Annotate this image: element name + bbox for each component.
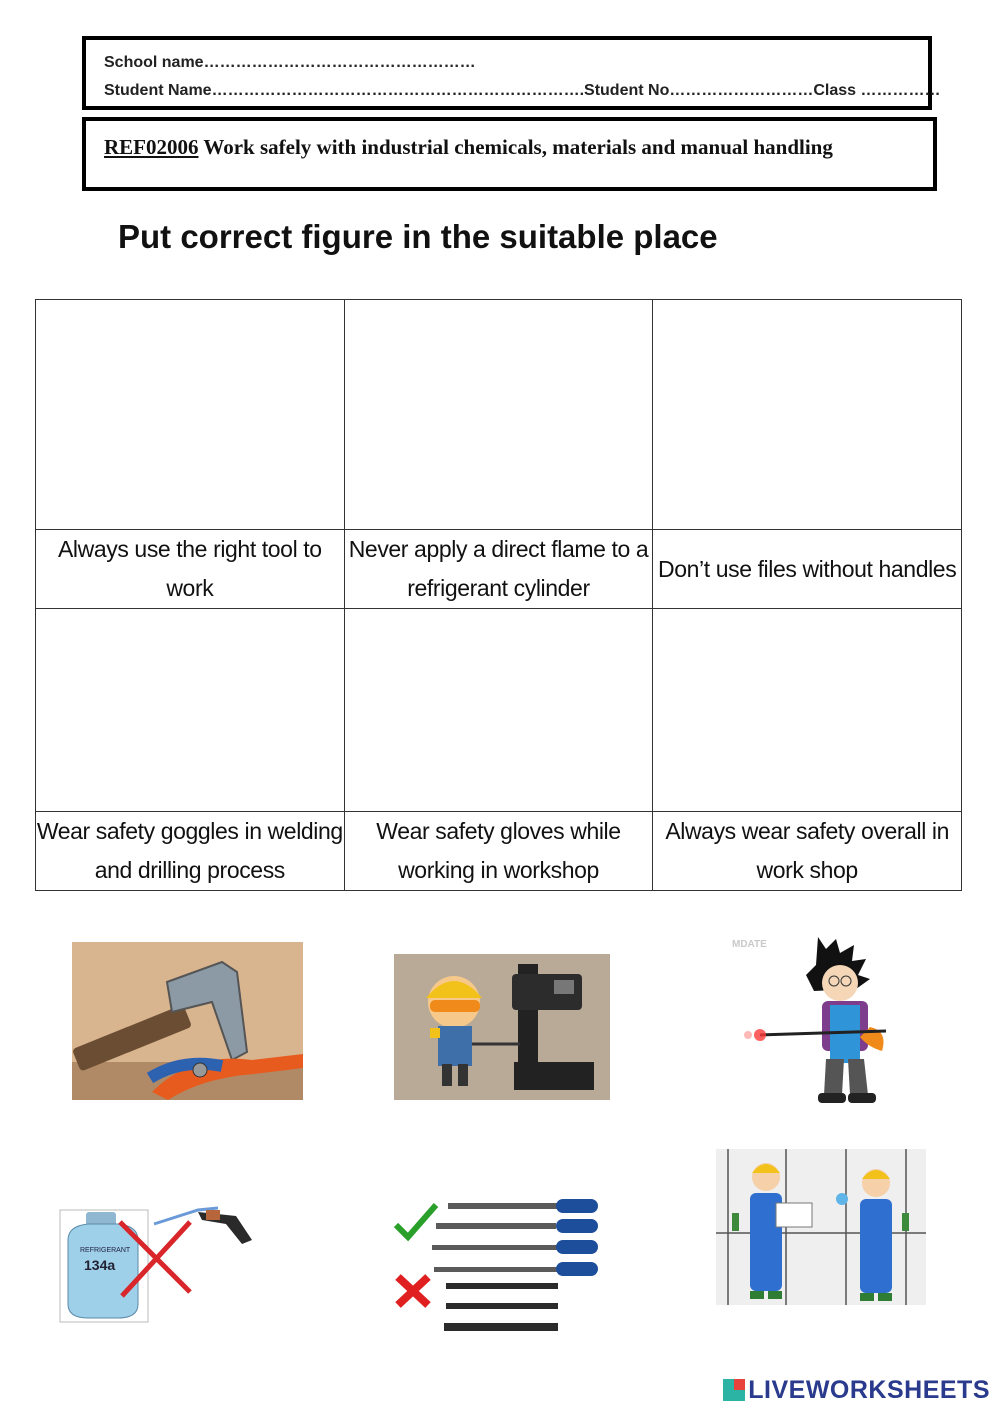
student-info-box (82, 36, 941, 110)
refrigerant-cylinder-image (58, 1200, 256, 1324)
svg-text:REFRIGERANT: REFRIGERANT (80, 1247, 131, 1254)
drop-zone-1[interactable] (36, 300, 345, 530)
student-name-field[interactable]: Student Name…………………………………………………………….Student No………………………Class …………… (104, 82, 941, 99)
course-box (82, 117, 937, 191)
gloves-worker-figure[interactable] (730, 935, 910, 1107)
files-handles-figure[interactable] (392, 1195, 604, 1337)
rule-label: Always wear safety overall in work shop (653, 812, 962, 891)
instruction-title: Put correct figure in the suitable place (118, 218, 718, 255)
drop-zone-3[interactable] (653, 300, 962, 530)
overall-workers-figure[interactable] (716, 1149, 926, 1305)
overall-workers-image (716, 1149, 926, 1305)
gloves-boy-image (730, 935, 910, 1107)
rule-label: Never apply a direct flame to a refrigerant cylinder (344, 530, 653, 609)
rule-label: Wear safety gloves while working in workshop (344, 812, 653, 891)
course-code: REF02006 (104, 135, 199, 159)
files-image (392, 1195, 604, 1337)
matching-grid (35, 299, 962, 891)
stock-mark: MDATE (732, 939, 767, 950)
drop-zone-2[interactable] (344, 300, 653, 530)
course-title: Work safely with industrial chemicals, materials and manual handling (198, 135, 833, 159)
rule-label: Always use the right tool to work (36, 530, 345, 609)
cylinder-flame-figure[interactable] (58, 1200, 256, 1324)
logo-icon (723, 1379, 745, 1401)
course-heading (104, 135, 833, 160)
logo-text: LIVEWORKSHEETS (748, 1376, 990, 1404)
hammer-pliers-image (72, 942, 303, 1100)
drill-worker-image (394, 954, 610, 1100)
cylinder-label: 134a (84, 1257, 116, 1273)
school-name-field[interactable]: School name…………………………………………… (104, 54, 476, 71)
rule-label: Wear safety goggles in welding and drilling process (36, 812, 345, 891)
hammer-pliers-figure[interactable] (72, 942, 303, 1100)
drop-zone-4[interactable] (36, 609, 345, 812)
liveworksheets-logo (723, 1376, 990, 1405)
goggles-worker-figure[interactable] (394, 954, 610, 1100)
drop-zone-5[interactable] (344, 609, 653, 812)
drop-zone-6[interactable] (653, 609, 962, 812)
rule-label: Don’t use files without handles (653, 530, 962, 609)
